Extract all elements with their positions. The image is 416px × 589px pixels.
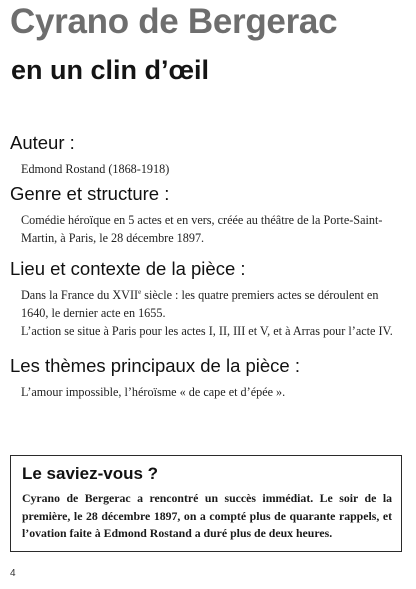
did-you-know-box [10, 455, 402, 552]
setting-text-part2: siècle : les quatre premiers actes se déroulent en 1640, le dernier acte en 1655. [21, 288, 379, 320]
section-heading-genre: Genre et structure : [10, 183, 170, 204]
setting-text-places: L’action se situe à Paris pour les actes I, II, III et V, et à Arras pour l’acte IV. [21, 324, 393, 338]
themes-text: L’amour impossible, l’héroïsme « de cape et d’épée ». [21, 385, 286, 399]
author-text: Edmond Rostand (1868-1918) [21, 162, 170, 176]
century-superscript: e [138, 287, 142, 296]
page-subtitle: en un clin d’œil [11, 55, 209, 85]
did-you-know-text: Cyrano de Bergerac a rencontré un succès immédiat. Le soir de la première, le 28 décembre 1897, on a compté plus de quarante rappels, et l’ovation faite à Edmond Rostand a duré plus de deux heures. [22, 491, 392, 540]
section-heading-author: Auteur : [10, 132, 75, 153]
setting-text-part1: Dans la France du XVII [21, 288, 139, 302]
page-number: 4 [10, 568, 16, 579]
page-title: Cyrano de Bergerac [10, 2, 338, 41]
setting-text-period [21, 286, 405, 322]
genre-text: Comédie héroïque en 5 actes et en vers, créée au théâtre de la Porte-Saint-Martin, à Paris, le 28 décembre 1897. [21, 213, 383, 245]
section-heading-themes: Les thèmes principaux de la pièce : [10, 355, 301, 376]
section-heading-setting: Lieu et contexte de la pièce : [10, 258, 246, 279]
did-you-know-title: Le saviez-vous ? [22, 464, 159, 483]
